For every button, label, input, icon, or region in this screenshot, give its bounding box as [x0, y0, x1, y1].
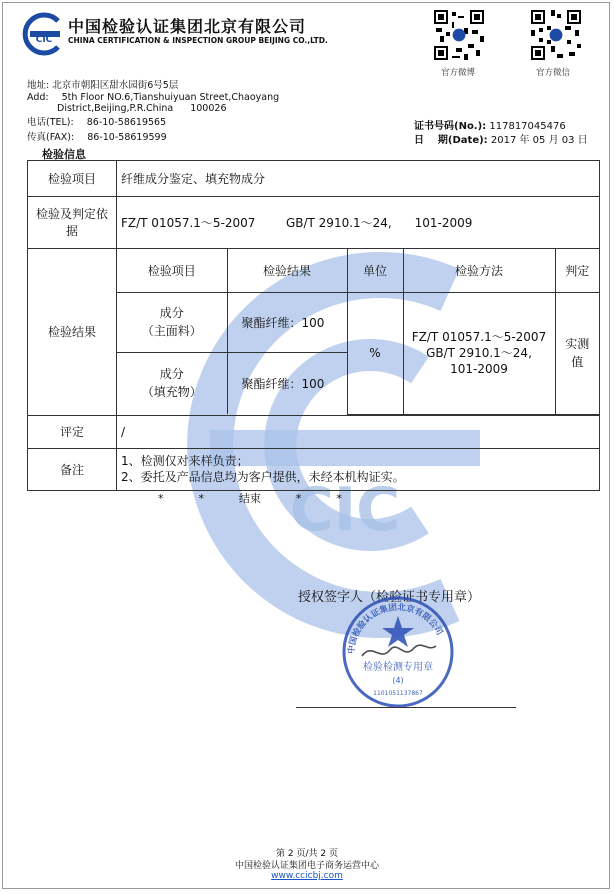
results-header-item: 检验项目: [117, 249, 227, 292]
results-row: [28, 249, 600, 416]
certificate-date-row: [414, 131, 588, 146]
weibo-label: 官方微博: [441, 68, 476, 78]
address-en-label: Add:: [27, 92, 49, 103]
certificate-number: 117817045476: [489, 121, 566, 132]
footer-page: 第 2 页/共 2 页: [276, 849, 338, 859]
address-en-line2: District,Beijing,P.R.China: [57, 103, 174, 114]
signature-label: 授权签字人（检验证书专用章）: [298, 590, 481, 605]
inspection-item-label: 检验项目: [28, 161, 117, 197]
svg-text:CIC: CIC: [35, 35, 53, 45]
seal-number-text: (4): [392, 676, 404, 685]
fax-label: 传真(FAX):: [27, 132, 75, 143]
seal-center-text: 检验检测专用章: [363, 662, 433, 673]
footer-website-link[interactable]: www.ccicbj.com: [271, 871, 343, 881]
basis-label: 检验及判定依据: [28, 197, 117, 249]
certificate-date: 2017 年 05 月 03 日: [490, 135, 588, 146]
results-table: [117, 249, 599, 415]
basis-value: FZ/T 01057.1～5-2007 GB/T 2910.1～24, 101-2009: [117, 197, 600, 249]
results-row1-result: 聚酯纤维：100: [227, 292, 347, 352]
remarks-label: 备注: [28, 448, 117, 490]
results-row2-item: 成分 （填充物）: [117, 352, 227, 414]
results-header-result: 检验结果: [227, 249, 347, 292]
remark-2: 2、委托及产品信息均为客户提供，未经本机构证实。: [121, 470, 405, 484]
results-judgement: 实测 值: [555, 292, 599, 414]
wechat-label: 官方微信: [536, 68, 571, 78]
address-en-line1: 5th Floor NO.6,Tianshuiyuan Street,Chaoyang: [61, 92, 280, 103]
results-method: FZ/T 01057.1～5-2007 GB/T 2910.1～24, 101-2009: [403, 292, 555, 414]
remarks-row: [28, 448, 600, 490]
results-row2-result: 聚酯纤维：100: [227, 352, 347, 414]
results-header-judgement: 判定: [555, 249, 599, 292]
inspection-table: [27, 160, 600, 491]
results-header-unit: 单位: [347, 249, 403, 292]
address-en-line2-row: [57, 103, 226, 115]
section-title: 检验信息: [42, 148, 86, 161]
address-cn-label: 地址:: [27, 80, 50, 91]
seal-top-text: 中国检验认证集团北京有限公司: [346, 602, 445, 655]
results-label: 检验结果: [28, 249, 117, 416]
certificate-number-label: 证书号码(No.):: [414, 121, 487, 132]
tel-label: 电话(TEL):: [27, 117, 74, 128]
svg-text:CIC: CIC: [289, 475, 401, 545]
signature-line: [296, 707, 516, 708]
results-cell: [117, 249, 600, 416]
weibo-qr-code-icon[interactable]: [432, 8, 486, 62]
results-row-main-fabric: [117, 292, 599, 352]
basis-row: [28, 197, 600, 249]
inspection-item-row: [28, 161, 600, 197]
footer-website-row: [0, 871, 614, 881]
results-row1-item: 成分 （主面料）: [117, 292, 227, 352]
results-header-method: 检验方法: [403, 249, 555, 292]
company-name-cn: 中国检验认证集团北京有限公司: [68, 17, 307, 36]
cic-logo-icon: [22, 12, 66, 56]
evaluation-row: [28, 415, 600, 448]
evaluation-value: /: [117, 415, 600, 448]
remark-1: 1、检测仅对来样负责；: [121, 454, 249, 468]
address-cn: [27, 80, 178, 92]
seal-code-text: 1101051137867: [373, 690, 423, 697]
company-name-en: CHINA CERTIFICATION & INSPECTION GROUP BEIJING CO.,LTD.: [68, 36, 328, 45]
certificate-date-label: 日 期(Date):: [414, 135, 488, 146]
results-header-row: [117, 249, 599, 292]
address-cn-value: 北京市朝阳区甜水园街6号5层: [52, 80, 179, 91]
tel-row: [27, 117, 166, 129]
certificate-number-row: [414, 117, 566, 132]
tel-value: 86-10-58619565: [86, 117, 167, 128]
footer-center: 中国检验认证集团电子商务运营中心: [234, 861, 379, 871]
fax-value: 86-10-58619599: [87, 132, 167, 143]
results-unit: %: [347, 292, 403, 414]
wechat-qr-code-icon[interactable]: [529, 8, 583, 62]
inspection-item-value: 纤维成分鉴定、填充物成分: [117, 161, 600, 197]
remarks-cell: [117, 448, 600, 490]
inspection-seal-icon: [340, 592, 456, 712]
end-mark: * * 结束 * *: [158, 492, 342, 505]
fax-row: [27, 132, 167, 144]
postcode: 100026: [190, 103, 227, 114]
evaluation-label: 评定: [28, 415, 117, 448]
